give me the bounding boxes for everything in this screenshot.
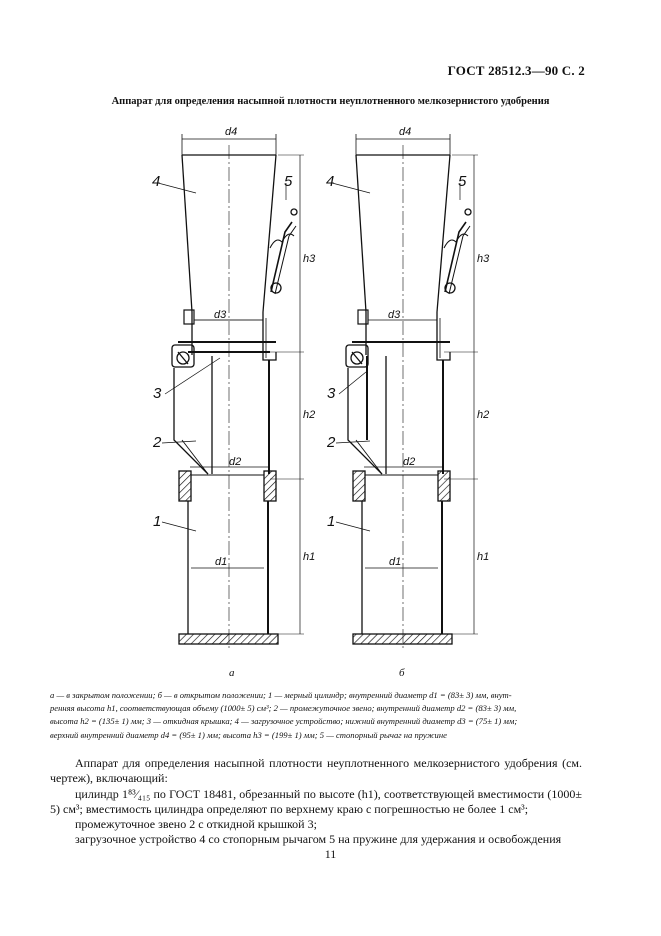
label-a-d1: d1: [215, 556, 228, 568]
label-b-3: 3: [327, 385, 336, 402]
label-b-d2: d2: [403, 456, 416, 468]
label-a-d3: d3: [214, 309, 227, 321]
label-b-5: 5: [458, 173, 467, 190]
label-b-2: 2: [327, 434, 336, 451]
label-b-1: 1: [327, 513, 336, 530]
standard-reference: ГОСТ 28512.3—90 С. 2: [447, 63, 585, 78]
label-a-d2: d2: [229, 456, 242, 468]
view-a: [158, 134, 304, 650]
caption-line-2: ренняя высота h1, соответствующая объему (1000± 5) см³; 2 — промежуточное звено; внутренний диаметр d2 = (83± 3) мм,: [50, 703, 517, 714]
label-b-h3: h3: [477, 253, 490, 265]
label-b-d1: d1: [389, 556, 402, 568]
label-b-h2: h2: [477, 409, 490, 421]
caption-line-4: верхний внутренний диаметр d4 = (95± 1) мм; высота h3 = (199± 1) мм; 5 — стопорный рычаг на пружине: [50, 729, 447, 740]
label-a-1: 1: [153, 513, 162, 530]
paragraph-3: промежуточное звено 2 с откидной крышкой 3;: [75, 817, 317, 832]
label-b-h1: h1: [477, 551, 490, 563]
label-b-d4: d4: [399, 126, 412, 138]
label-b-d3: d3: [388, 309, 401, 321]
label-b-4: 4: [326, 173, 335, 190]
label-a-d4: d4: [225, 126, 238, 138]
label-a-5: 5: [284, 173, 293, 190]
label-a-3: 3: [153, 385, 162, 402]
paragraph-1: Аппарат для определения насыпной плотности неуплотненного мелкозернистого удобрения (см. чертеж), включающий:: [50, 756, 582, 786]
paragraph-4: загрузочное устройство 4 со стопорным рычагом 5 на пружине для удержания и освобождения: [75, 832, 562, 847]
body-text: [50, 756, 582, 848]
figure-title: Аппарат для определения насыпной плотности неуплотненного мелкозернистого удобрения: [111, 96, 550, 107]
page-number: 11: [324, 847, 337, 861]
label-a-h2: h2: [303, 409, 316, 421]
paragraph-2: цилиндр 1⁸³⁄₄₁₅ по ГОСТ 18481, обрезанный по высоте (h1), соответствующей вместимости (1000± 5) см³; вместимость цилиндра определяют по верхнему краю с погрешностью не более 1 см³;: [50, 786, 582, 816]
label-a-h1: h1: [303, 551, 316, 563]
caption-line-1: а — в закрытом положении; б — в открытом положении; 1 — мерный цилиндр; внутренний диаметр d1 = (83± 3) мм, внут-: [50, 690, 512, 700]
label-a-h3: h3: [303, 253, 316, 265]
caption-line-3: высота h2 = (135± 1) мм; 3 — откидная крышка; 4 — загрузочное устройство; нижний внутренний диаметр d3 = (75± 1) мм;: [50, 716, 518, 727]
label-a-2: 2: [153, 434, 162, 451]
view-b-label: б: [399, 667, 405, 679]
label-a-4: 4: [152, 173, 161, 190]
view-a-label: а: [229, 667, 235, 679]
figure-caption: [50, 689, 582, 742]
view-b: [332, 134, 478, 650]
